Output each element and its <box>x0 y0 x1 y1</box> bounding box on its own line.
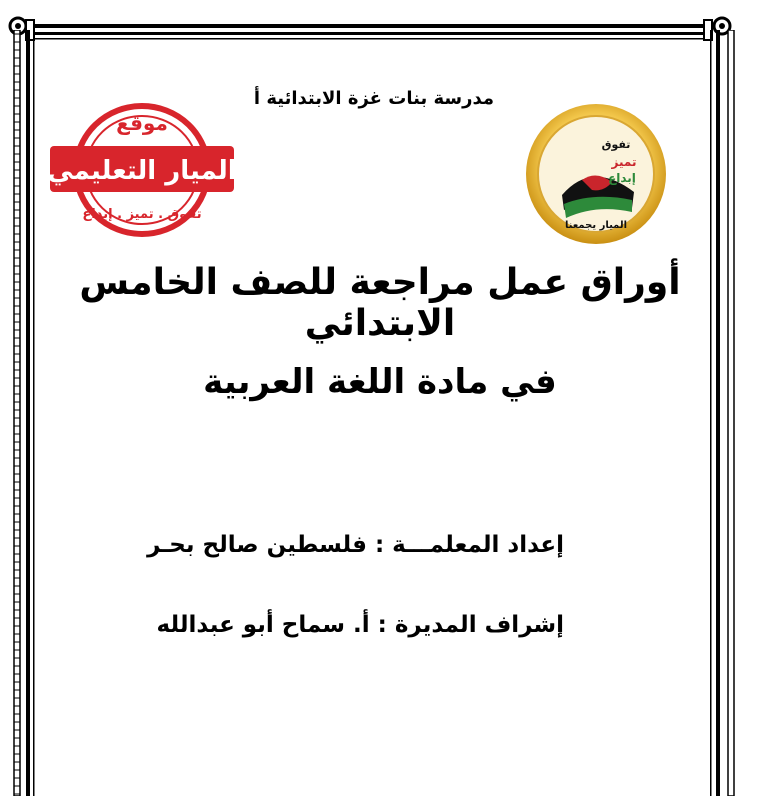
logo-middle-text-2: إبداع <box>608 171 636 185</box>
supervised-by: إشراف المديرة : أ. سماح أبو عبدالله <box>156 612 564 638</box>
logo-middle-text-1: تميز <box>611 155 637 169</box>
document-subtitle: في مادة اللغة العربية <box>203 362 557 402</box>
stamp-bottom-text: تفوق . تميز . إبداع <box>82 207 202 222</box>
almayar-stamp <box>44 96 240 244</box>
stamp-main-text: الميار التعليمي <box>47 156 237 186</box>
prepared-by: إعداد المعلمـــة : فلسطين صالح بحـر <box>147 532 564 558</box>
school-name: مدرسة بنات غزة الابتدائية أ <box>253 88 494 109</box>
almayar-logo <box>522 100 670 248</box>
logo-bottom-text: الميار يجمعنا <box>564 220 628 231</box>
page-border-left <box>8 30 38 796</box>
stamp-top-text: موقع <box>116 111 168 135</box>
document-title: أوراق عمل مراجعة للصف الخامس الابتدائي <box>79 262 681 344</box>
page-border-top <box>0 14 762 44</box>
page-border-right <box>706 30 746 796</box>
logo-top-text: تفوق <box>601 138 631 151</box>
